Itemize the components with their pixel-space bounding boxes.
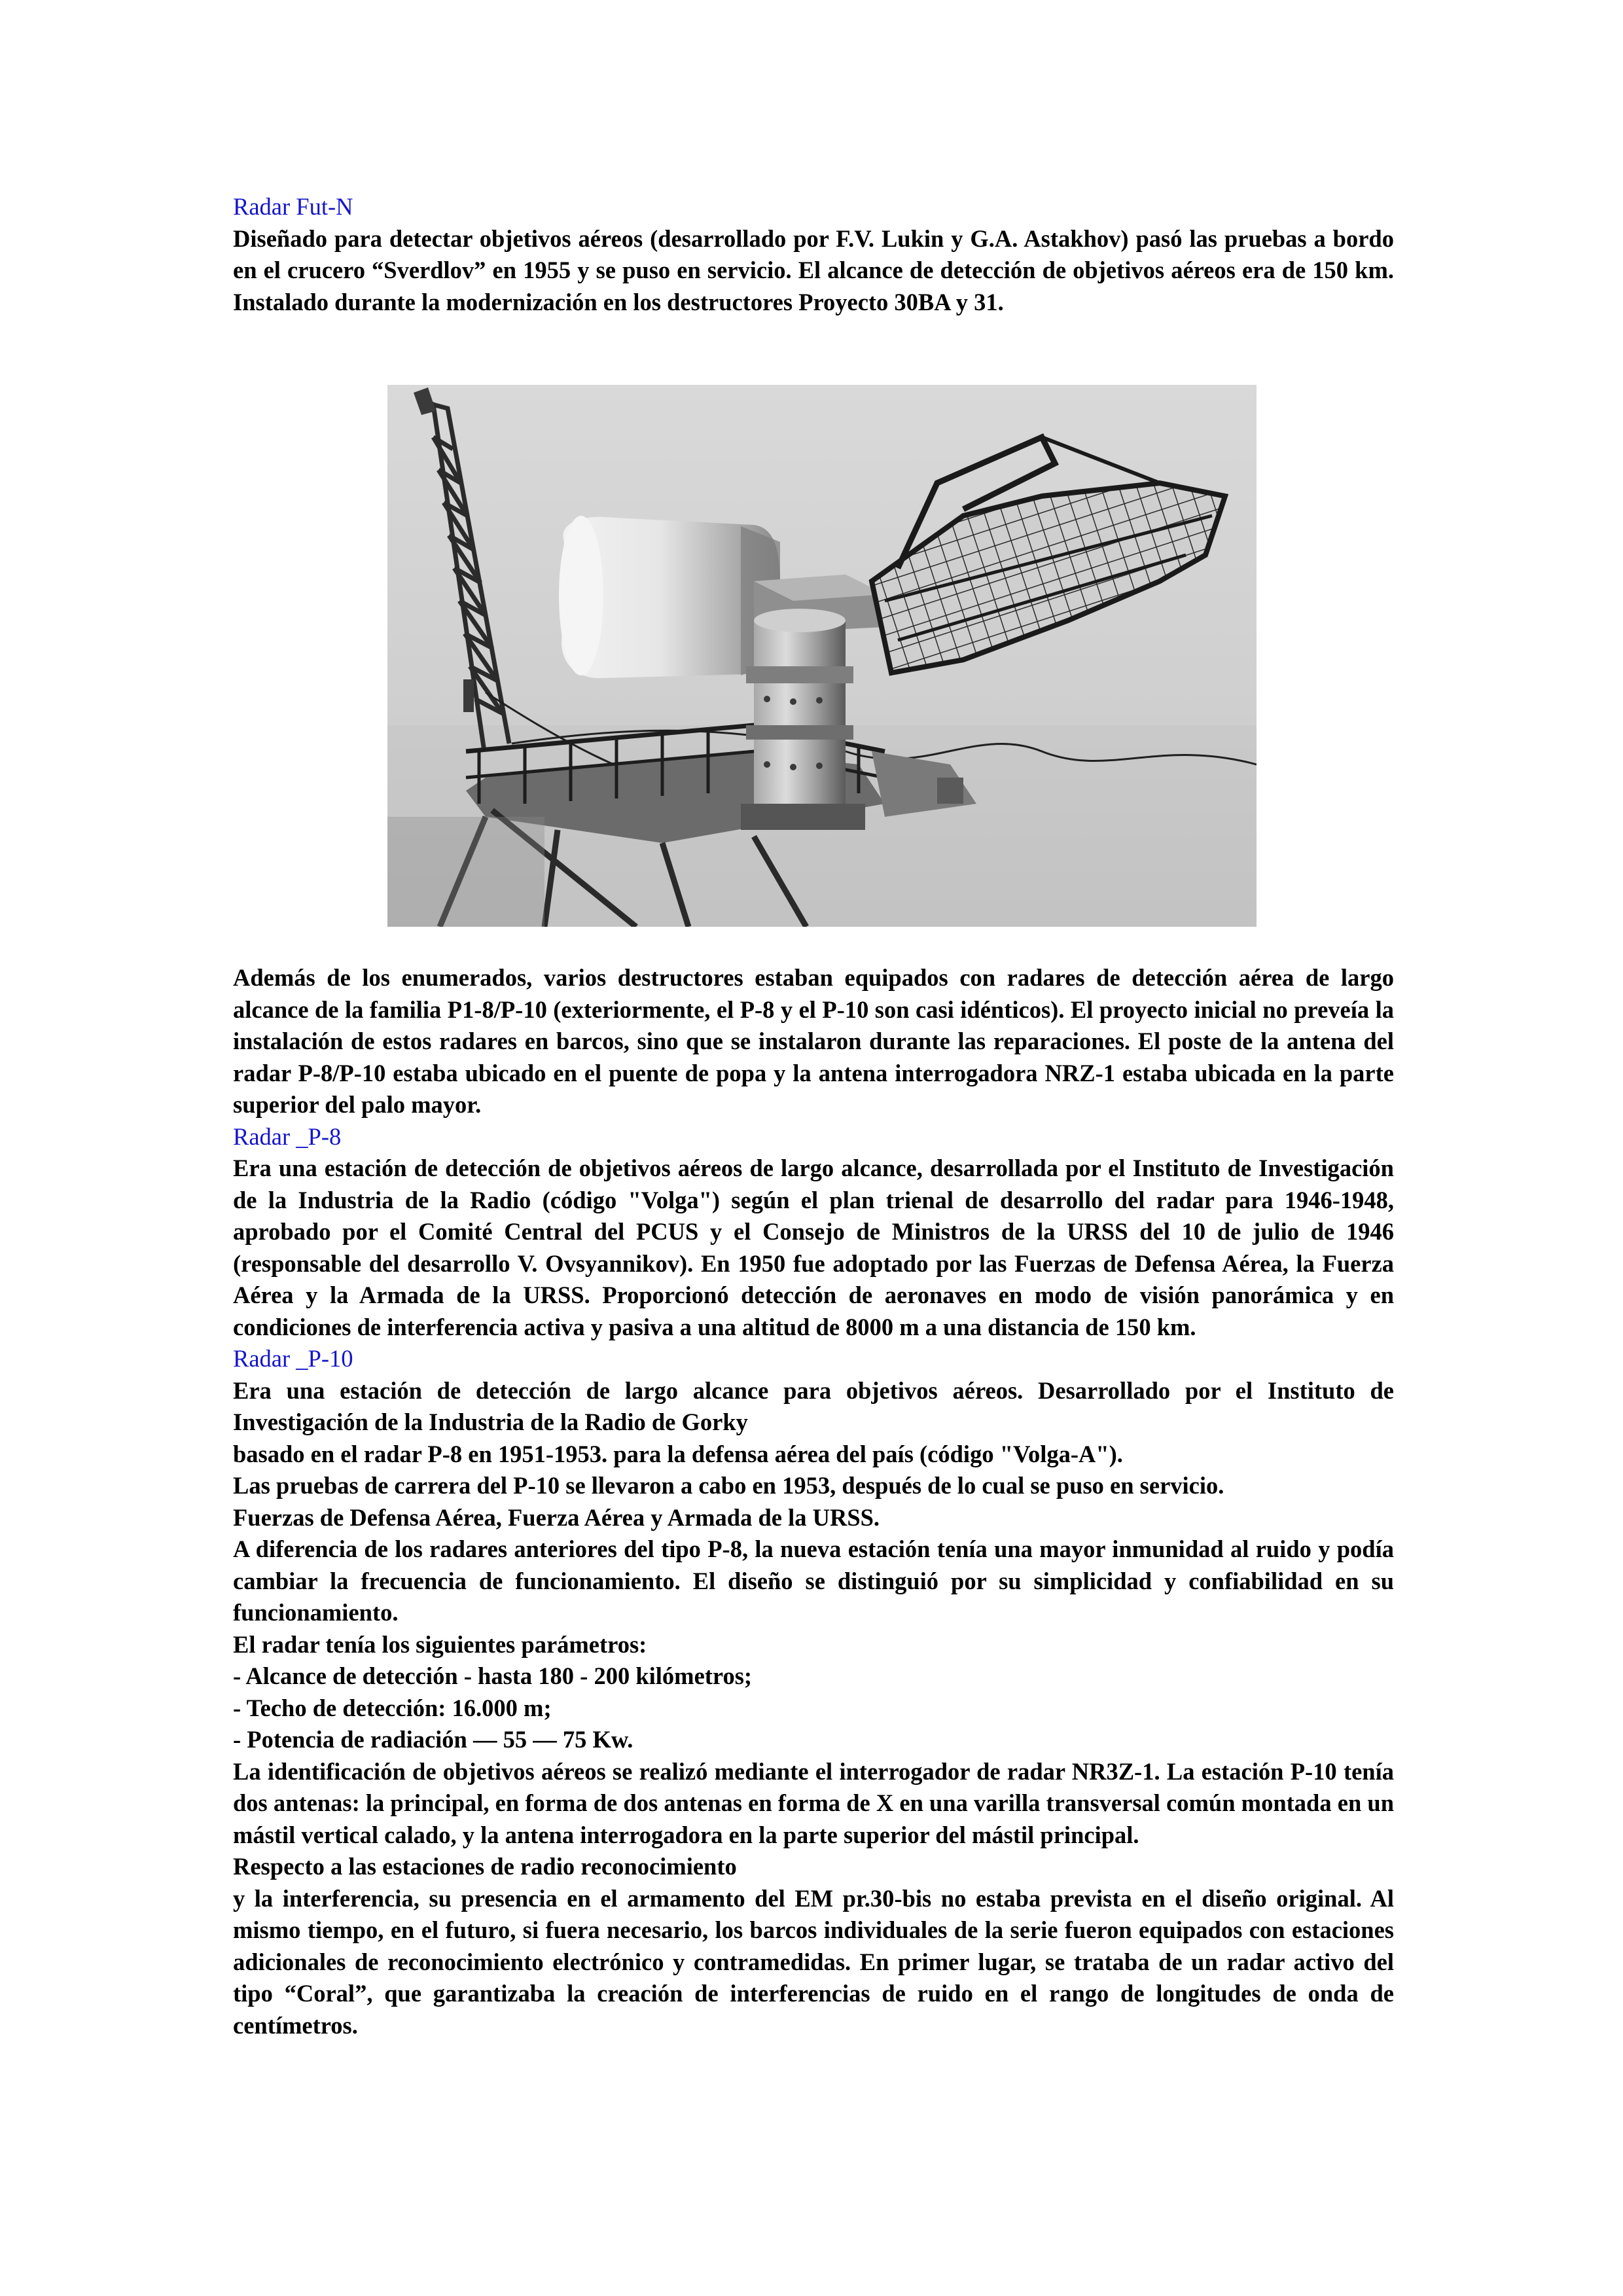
paragraph-fut-n: Diseñado para detectar objetivos aéreos (desarrollado por F.V. Lukin y G.A. Astakhov) pasó las pruebas a bordo en el crucero “Sverdlov” en 1955 y se puso en servicio. El alcance de detección de objetivos aéreos era de 150 km. Instalado durante la modernización en los destructores Proyecto 30BA y 31. (233, 224, 1394, 315)
radar-antenna-illustration (387, 385, 1257, 927)
p10-line-4: Fuerzas de Defensa Aérea, Fuerza Aérea y Armada de la URSS. (233, 1503, 880, 1531)
paragraph-intro-p8-p10: Además de los enumerados, varios destructores estaban equipados con radares de detección aérea de largo alcance de la familia P1-8/P-10 (exteriormente, el P-8 y el P-10 son casi idénticos). El proyecto inicial no preveía la instalación de estos radares en barcos, sino que se instalaron durante las reparaciones. El poste de la antena del radar P-8/P-10 estaba ubicado en el puente de popa y la antena interrogadora NRZ-1 estaba ubicada en la parte superior del palo mayor. (233, 964, 1394, 1118)
p10-line-3: Las pruebas de carrera del P-10 se llevaron a cabo en 1953, después de lo cual se puso en servicio. (233, 1472, 1224, 1499)
p10-line-2: basado en el radar P-8 en 1951-1953. para la defensa aérea del país (código "Volga-A"). (233, 1440, 1123, 1467)
radar-antenna-photo (387, 385, 1257, 927)
p10-line-1: Era una estación de detección de largo alcance para objetivos aéreos. Desarrollado por el Instituto de Investigación de la Industria de la Radio de Gorky (233, 1376, 1394, 1435)
p10-paragraph-ident: La identificación de objetivos aéreos se realizó mediante el interrogador de radar NR3Z-1. La estación P-10 tenía dos antenas: la principal, en forma de dos antenas en forma de X en una varilla transversal común montada en un mástil vertical calado, y la antena interrogadora en la parte superior del mástil principal. (233, 1757, 1394, 1848)
p10-params-intro: El radar tenía los siguientes parámetros: (233, 1630, 647, 1658)
p10-param-power: - Potencia de radiación — 55 — 75 Kw. (233, 1726, 633, 1753)
heading-p10: Radar _P-10 (233, 1345, 353, 1372)
radar-drum (559, 516, 780, 678)
p10-paragraph-diff: A diferencia de los radares anteriores del tipo P-8, la nueva estación tenía una mayor inmunidad al ruido y podía cambiar la frecuencia de funcionamiento. El diseño se distinguió por su simplicidad y confiabilidad en su funcionamiento. (233, 1535, 1394, 1626)
p10-param-range: - Alcance de detección - hasta 180 - 200 kilómetros; (233, 1662, 753, 1689)
heading-p8: Radar _P-8 (233, 1122, 342, 1150)
ew-paragraph: y la interferencia, su presencia en el armamento del EM pr.30-bis no estaba prevista en el diseño original. Al mismo tiempo, en el futuro, si fuera necesario, los barcos individuales de la serie fueron equipados con estaciones adicionales de reconocimiento electrónico y contramedidas. En primer lugar, se trataba de un radar activo del tipo “Coral”, que garantizaba la creación de interferencias de ruido en el rango de longitudes de onda de centímetros. (233, 1884, 1394, 2039)
paragraph-p8: Era una estación de detección de objetivos aéreos de largo alcance, desarrollada por el Instituto de Investigación de la Industria de la Radio (código "Volga") según el plan trienal de desarrollo del radar para 1946-1948, aprobado por el Comité Central del PCUS y el Consejo de Ministros de la URSS del 10 de julio de 1946 (responsable del desarrollo V. Ovsyannikov). En 1950 fue adoptado por las Fuerzas de Defensa Aérea, la Fuerza Aérea y la Armada de la URSS. Proporcionó detección de aeronaves en modo de visión panorámica y en condiciones de interferencia activa y pasiva a una altitud de 8000 m a una distancia de 150 km. (233, 1155, 1394, 1340)
body-text (233, 962, 1394, 2041)
ew-line-1: Respecto a las estaciones de radio reconocimiento (233, 1853, 737, 1880)
p10-param-ceiling: - Techo de detección: 16.000 m; (233, 1694, 552, 1721)
fut-n-section (233, 191, 1394, 318)
heading-fut-n: Radar Fut-N (233, 193, 353, 220)
